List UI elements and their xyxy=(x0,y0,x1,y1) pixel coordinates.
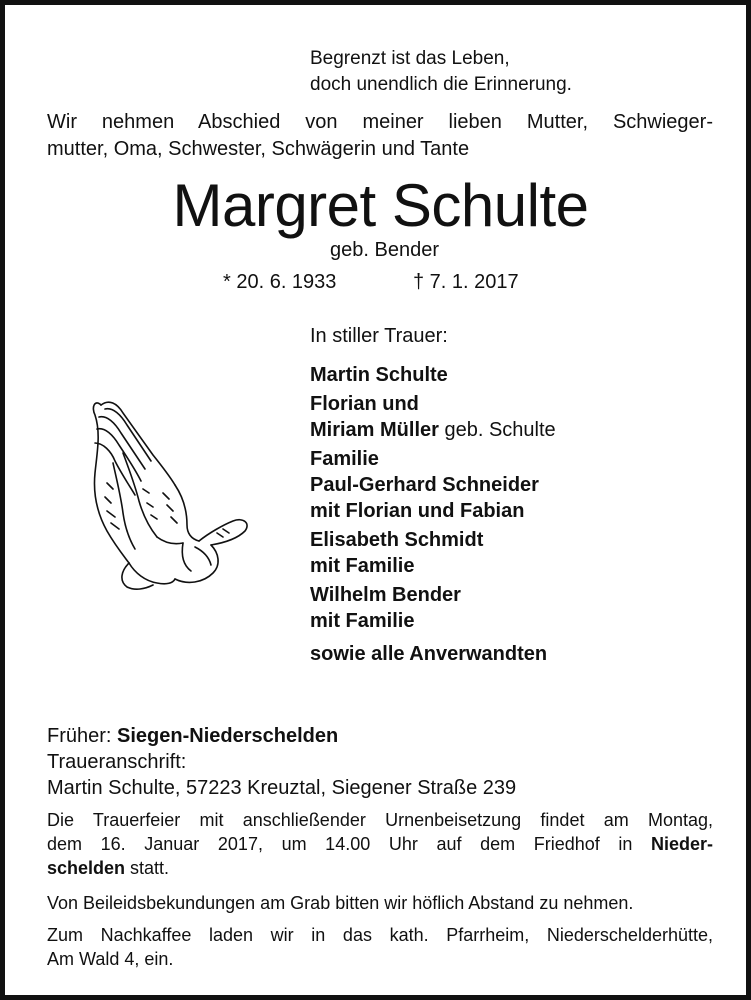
mourners-list xyxy=(310,323,556,667)
deceased-name: Margret Schulte xyxy=(172,172,589,239)
birth-date: * 20. 6. 1933 xyxy=(223,271,337,293)
mourner-birth-note: geb. Schulte xyxy=(438,419,556,441)
mourner-name xyxy=(310,417,556,443)
intro-text xyxy=(47,109,713,163)
mourner-group xyxy=(310,362,556,388)
mourning-address-value: Martin Schulte, 57223 Kreuztal, Siegener Straße 239 xyxy=(47,777,517,799)
funeral-text: dem 16. Januar 2017, um 14.00 Uhr auf dem Friedhof in xyxy=(47,834,651,854)
mourning-address xyxy=(47,749,516,801)
funeral-info xyxy=(47,808,713,880)
motto xyxy=(310,46,572,98)
birth-name: geb. Bender xyxy=(330,239,439,261)
mourner-name: Paul-Gerhard Schneider xyxy=(310,474,539,496)
mourner-name: Familie xyxy=(310,448,379,470)
praying-hands-icon xyxy=(83,393,255,593)
mourner-group xyxy=(310,527,556,579)
mourner-name: Florian und xyxy=(310,393,419,415)
mourners-lead: In stiller Trauer: xyxy=(310,325,448,347)
mourner-name: mit Familie xyxy=(310,555,415,577)
funeral-text: statt. xyxy=(125,858,170,878)
funeral-place: schelden xyxy=(47,858,126,878)
funeral-line: Die Trauerfeier mit anschließender Urnenbeisetzung findet am Montag, xyxy=(47,810,713,830)
coffee-line: Zum Nachkaffee laden wir in das kath. Pfarrheim, Niederschelderhütte, xyxy=(47,925,713,945)
mourner-group xyxy=(310,391,556,443)
mourner-name: Wilhelm Bender xyxy=(310,584,461,606)
former-residence-place: Siegen-Niederschelden xyxy=(117,725,339,747)
coffee-invitation xyxy=(47,923,713,971)
mourner-group xyxy=(310,582,556,634)
funeral-line xyxy=(47,856,713,880)
funeral-line xyxy=(47,832,713,856)
condolence-note: Von Beileidsbekundungen am Grab bitten wir höflich Abstand zu nehmen. xyxy=(47,893,634,913)
mourners-closing: sowie alle Anverwandten xyxy=(310,643,548,665)
motto-line: doch unendlich die Erinnerung. xyxy=(310,74,572,95)
mourner-name: Elisabeth Schmidt xyxy=(310,529,484,551)
motto-line: Begrenzt ist das Leben, xyxy=(310,48,510,69)
mourning-address-label: Traueranschrift: xyxy=(47,751,187,773)
mourner-name-part: Miriam Müller xyxy=(310,419,439,441)
coffee-line: Am Wald 4, ein. xyxy=(47,949,174,969)
intro-line: Wir nehmen Abschied von meiner lieben Mutter, Schwieger- xyxy=(47,111,713,133)
intro-line: mutter, Oma, Schwester, Schwägerin und Tante xyxy=(47,138,470,160)
former-residence-label: Früher: xyxy=(47,725,118,747)
mourner-name: mit Florian und Fabian xyxy=(310,500,525,522)
mourner-name: mit Familie xyxy=(310,610,415,632)
funeral-place: Nieder- xyxy=(650,834,713,854)
mourner-group xyxy=(310,446,556,524)
former-residence xyxy=(47,723,338,749)
death-date: † 7. 1. 2017 xyxy=(413,271,519,293)
mourner-name: Martin Schulte xyxy=(310,364,448,386)
